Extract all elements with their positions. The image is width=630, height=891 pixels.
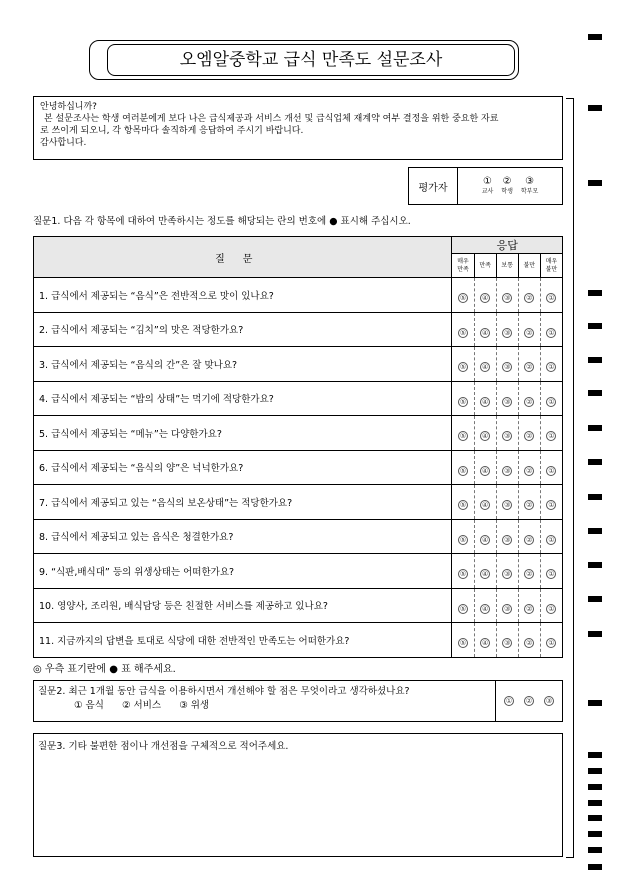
omr-timing-mark: [588, 425, 602, 431]
answer-cell[interactable]: [474, 485, 496, 520]
answer-cell[interactable]: [518, 381, 540, 416]
evaluator-option-teacher[interactable]: [482, 176, 494, 204]
answer-bubble[interactable]: ①: [548, 501, 555, 510]
question-row: [34, 623, 563, 658]
question-text: 9. “식판,배식대” 등의 위생상태는 어떠한가요?: [34, 554, 452, 589]
answer-cell[interactable]: [496, 554, 518, 589]
answer-cell[interactable]: [452, 519, 474, 554]
answer-bubble[interactable]: ④: [481, 604, 489, 613]
scale-label-part: 보통: [501, 261, 514, 269]
answer-cell[interactable]: [496, 519, 518, 554]
answer-bubble[interactable]: ①: [548, 639, 555, 648]
answer-bubble[interactable]: ③: [545, 697, 553, 705]
omr-timing-mark: [588, 290, 602, 296]
scale-label-part: 만족: [479, 261, 491, 269]
question-text: 8. 급식에서 제공되고 있는 음식은 청결한가요?: [34, 519, 452, 554]
scale-label-part: 불만: [545, 265, 558, 273]
answer-bubble[interactable]: ①: [548, 466, 555, 475]
answer-cell[interactable]: [496, 416, 518, 451]
intro-box: [33, 96, 563, 160]
answer-cell[interactable]: [540, 623, 562, 658]
answer-cell[interactable]: [452, 485, 474, 520]
answer-cell[interactable]: [518, 416, 540, 451]
answer-cell[interactable]: [518, 347, 540, 382]
answer-cell[interactable]: [452, 416, 474, 451]
intro-line: 로 쓰이게 되오니, 각 항목마다 솔직하게 응답하여 주시기 바랍니다.: [40, 126, 304, 136]
answer-cell[interactable]: [518, 485, 540, 520]
answer-cell[interactable]: [452, 312, 474, 347]
answer-bubble[interactable]: ④: [481, 535, 489, 544]
question-text: 10. 영양사, 조리원, 배식담당 등은 친절한 서비스를 제공하고 있나요?: [34, 588, 452, 623]
answer-cell[interactable]: [474, 312, 496, 347]
scale-label: [496, 254, 518, 278]
page-title: 오엠알중학교 급식 만족도 설문조사: [107, 44, 515, 76]
question3-text: 질문3. 기타 불편한 점이나 개선점을 구체적으로 적어주세요.: [38, 741, 289, 752]
question-row: [34, 519, 563, 554]
answer-cell[interactable]: [540, 312, 562, 347]
answer-bubble[interactable]: ③: [504, 432, 511, 441]
answer-cell[interactable]: [540, 416, 562, 451]
answer-bubble[interactable]: ①: [548, 604, 555, 613]
answer-cell[interactable]: [474, 381, 496, 416]
answer-bubble[interactable]: ③: [504, 363, 511, 372]
answer-bubble[interactable]: ②: [526, 466, 533, 475]
omr-timing-mark: [588, 815, 602, 821]
answer-bubble[interactable]: ①: [548, 294, 555, 303]
question-row: [34, 554, 563, 589]
question-row: [34, 416, 563, 451]
answer-cell[interactable]: [518, 312, 540, 347]
omr-timing-mark: [588, 631, 602, 637]
answer-cell[interactable]: [452, 278, 474, 313]
answer-cell[interactable]: [518, 554, 540, 589]
answer-bubble[interactable]: ④: [481, 294, 489, 303]
answer-bubble[interactable]: ⑤: [459, 570, 467, 579]
answer-bubble[interactable]: ⑤: [459, 639, 467, 648]
answer-cell[interactable]: [496, 312, 518, 347]
side-bracket: [566, 98, 574, 858]
answer-cell[interactable]: [474, 416, 496, 451]
question-row: [34, 312, 563, 347]
question-row: [34, 588, 563, 623]
answer-bubble[interactable]: ⑤: [459, 466, 467, 475]
omr-timing-mark: [588, 357, 602, 363]
omr-timing-mark: [588, 847, 602, 853]
scale-label-part: 불만: [523, 261, 536, 269]
answer-bubble[interactable]: ①: [548, 397, 555, 406]
intro-line: 감사합니다.: [40, 138, 87, 148]
answer-bubble[interactable]: ④: [481, 363, 489, 372]
answer-cell[interactable]: [452, 381, 474, 416]
answer-cell[interactable]: [474, 588, 496, 623]
answer-bubble[interactable]: ④: [481, 328, 489, 337]
answer-cell[interactable]: [518, 588, 540, 623]
answer-bubble[interactable]: ⑤: [459, 432, 467, 441]
omr-timing-mark: [588, 528, 602, 534]
answer-cell[interactable]: [540, 485, 562, 520]
question-text: 1. 급식에서 제공되는 “음식”은 전반적으로 맛이 있나요?: [34, 278, 452, 313]
answer-bubble[interactable]: ④: [481, 570, 489, 579]
answer-bubble[interactable]: ②: [526, 501, 533, 510]
answer-cell[interactable]: [452, 554, 474, 589]
evaluator-label: 평가자: [409, 168, 458, 204]
question-text: 7. 급식에서 제공되고 있는 “음식의 보온상태”는 적당한가요?: [34, 485, 452, 520]
question2-note: ◎ 우측 표기란에 ● 표 해주세요.: [33, 664, 176, 675]
question-text: 2. 급식에서 제공되는 “김치”의 맛은 적당한가요?: [34, 312, 452, 347]
answer-bubble[interactable]: ③: [504, 328, 511, 337]
omr-timing-mark: [588, 784, 602, 790]
question2-box: [33, 680, 563, 722]
answer-bubble[interactable]: ⑤: [459, 501, 467, 510]
scale-label: [474, 254, 496, 278]
answer-bubble[interactable]: ⑤: [459, 604, 467, 613]
answer-bubble[interactable]: ③: [504, 397, 511, 406]
answer-bubble[interactable]: ①: [548, 570, 555, 579]
answer-bubble[interactable]: ②: [526, 639, 533, 648]
answer-bubble[interactable]: ②: [526, 535, 533, 544]
answer-bubble[interactable]: ①: [548, 535, 555, 544]
answer-cell[interactable]: [474, 623, 496, 658]
option-number: ②: [502, 176, 512, 187]
option-label: 학생: [501, 188, 513, 195]
omr-timing-mark: [588, 800, 602, 806]
answer-bubble[interactable]: ①: [548, 363, 555, 372]
answer-cell[interactable]: [496, 485, 518, 520]
option-label: 학부모: [520, 188, 539, 195]
answer-bubble[interactable]: ④: [481, 397, 489, 406]
answer-cell[interactable]: [452, 347, 474, 382]
question-row: [34, 347, 563, 382]
answer-bubble[interactable]: ③: [504, 639, 511, 648]
answer-cell[interactable]: [496, 381, 518, 416]
answer-bubble[interactable]: ④: [481, 501, 489, 510]
question-row: [34, 278, 563, 313]
answer-cell[interactable]: [496, 623, 518, 658]
answer-bubble[interactable]: ③: [504, 466, 511, 475]
question-row: [34, 381, 563, 416]
option-number: ③: [525, 176, 535, 187]
answer-bubble[interactable]: ①: [505, 697, 513, 705]
answer-cell[interactable]: [452, 623, 474, 658]
answer-bubble[interactable]: ④: [481, 466, 489, 475]
option-label: 교사: [481, 188, 494, 195]
question1-instruction: 질문1. 다음 각 항목에 대하여 만족하시는 정도를 해당되는 란의 번호에 ● 표시해 주십시오.: [33, 216, 411, 227]
scale-label: [452, 254, 474, 278]
answer-bubble[interactable]: ②: [526, 328, 533, 337]
scale-label: [540, 254, 562, 278]
scale-label-part: 매우: [457, 257, 469, 265]
question-text: 5. 급식에서 제공되는 “메뉴”는 다양한가요?: [34, 416, 452, 451]
answer-bubble[interactable]: ④: [481, 432, 489, 441]
answer-bubble[interactable]: ①: [548, 328, 555, 337]
answer-cell[interactable]: [518, 623, 540, 658]
omr-timing-mark: [588, 562, 602, 568]
answer-bubble[interactable]: ②: [526, 432, 533, 441]
option-number: ①: [483, 176, 492, 187]
answer-bubble[interactable]: ③: [504, 501, 511, 510]
answer-cell[interactable]: [474, 519, 496, 554]
answer-cell[interactable]: [474, 554, 496, 589]
omr-timing-mark: [588, 768, 602, 774]
omr-timing-mark: [588, 459, 602, 465]
omr-timing-mark: [588, 494, 602, 500]
answer-cell[interactable]: [518, 278, 540, 313]
answer-bubble[interactable]: ⑤: [459, 535, 467, 544]
omr-timing-mark: [588, 831, 602, 837]
evaluator-option-student[interactable]: [501, 176, 513, 204]
intro-line: 안녕하십니까?: [40, 102, 97, 112]
question-text: 3. 급식에서 제공되는 “음식의 간”은 잘 맞나요?: [34, 347, 452, 382]
evaluator-option-parent[interactable]: [521, 176, 538, 204]
omr-timing-mark: [588, 105, 602, 111]
omr-timing-mark: [588, 864, 602, 870]
answer-bubble[interactable]: ⑤: [459, 363, 467, 372]
question-text: 4. 급식에서 제공되는 “밥의 상태”는 먹기에 적당한가요?: [34, 381, 452, 416]
question-row: [34, 485, 563, 520]
answer-bubble[interactable]: ②: [526, 363, 533, 372]
omr-timing-mark: [588, 323, 602, 329]
header-response: 응답: [452, 237, 563, 254]
scale-label-part: 매우: [545, 257, 558, 265]
omr-timing-mark: [588, 180, 602, 186]
answer-bubble[interactable]: ⑤: [459, 294, 467, 303]
omr-timing-mark: [588, 752, 602, 758]
answer-bubble[interactable]: ③: [504, 535, 511, 544]
answer-bubble[interactable]: ⑤: [459, 328, 467, 337]
answer-bubble[interactable]: ②: [526, 570, 533, 579]
intro-line: 본 설문조사는 학생 여러분에게 보다 나은 급식제공과 서비스 개선 및 급식업체 재계약 여부 결정을 위한 중요한 자료: [44, 114, 499, 124]
answer-bubble[interactable]: ②: [526, 294, 533, 303]
scale-label: [518, 254, 540, 278]
evaluator-box: [408, 167, 563, 205]
answer-bubble[interactable]: ②: [525, 697, 533, 705]
question2-text: 질문2. 최근 1개월 동안 급식을 이용하시면서 개선해야 할 점은 무엇이라고 생각하셨나요?: [38, 686, 410, 697]
answer-cell[interactable]: [452, 450, 474, 485]
omr-timing-mark: [588, 596, 602, 602]
answer-bubble[interactable]: ③: [504, 570, 511, 579]
answer-cell[interactable]: [540, 554, 562, 589]
scale-label-part: 만족: [457, 265, 469, 273]
answer-cell[interactable]: [452, 588, 474, 623]
question2-choices: ① 음식 ② 서비스 ③ 위생: [74, 700, 210, 711]
answer-bubble[interactable]: ①: [548, 432, 555, 441]
answer-bubble[interactable]: ②: [526, 397, 533, 406]
question-text: 11. 지금까지의 답변을 토대로 식당에 대한 전반적인 만족도는 어떠한가요?: [34, 623, 452, 658]
answer-cell[interactable]: [540, 519, 562, 554]
omr-timing-mark: [588, 700, 602, 706]
answer-bubble[interactable]: ③: [504, 294, 511, 303]
answer-cell[interactable]: [496, 347, 518, 382]
question-text: 6. 급식에서 제공되는 “음식의 양”은 넉넉한가요?: [34, 450, 452, 485]
question1-table: [33, 236, 563, 658]
answer-cell[interactable]: [496, 450, 518, 485]
header-question: 질문: [34, 237, 452, 278]
answer-cell[interactable]: [474, 450, 496, 485]
answer-cell[interactable]: [540, 588, 562, 623]
answer-cell[interactable]: [474, 347, 496, 382]
answer-cell[interactable]: [518, 519, 540, 554]
answer-bubble[interactable]: ④: [481, 639, 489, 648]
answer-cell[interactable]: [518, 450, 540, 485]
answer-bubble[interactable]: ②: [526, 604, 533, 613]
omr-timing-mark: [588, 390, 602, 396]
answer-cell[interactable]: [540, 278, 562, 313]
answer-cell[interactable]: [540, 347, 562, 382]
answer-cell[interactable]: [496, 278, 518, 313]
answer-bubble[interactable]: ③: [504, 604, 511, 613]
question-row: [34, 450, 563, 485]
answer-cell[interactable]: [474, 278, 496, 313]
omr-timing-mark: [588, 34, 602, 40]
answer-bubble[interactable]: ⑤: [459, 397, 467, 406]
question3-box[interactable]: [33, 733, 563, 857]
answer-cell[interactable]: [540, 450, 562, 485]
question2-answer-area: [495, 681, 562, 721]
answer-cell[interactable]: [496, 588, 518, 623]
answer-cell[interactable]: [540, 381, 562, 416]
